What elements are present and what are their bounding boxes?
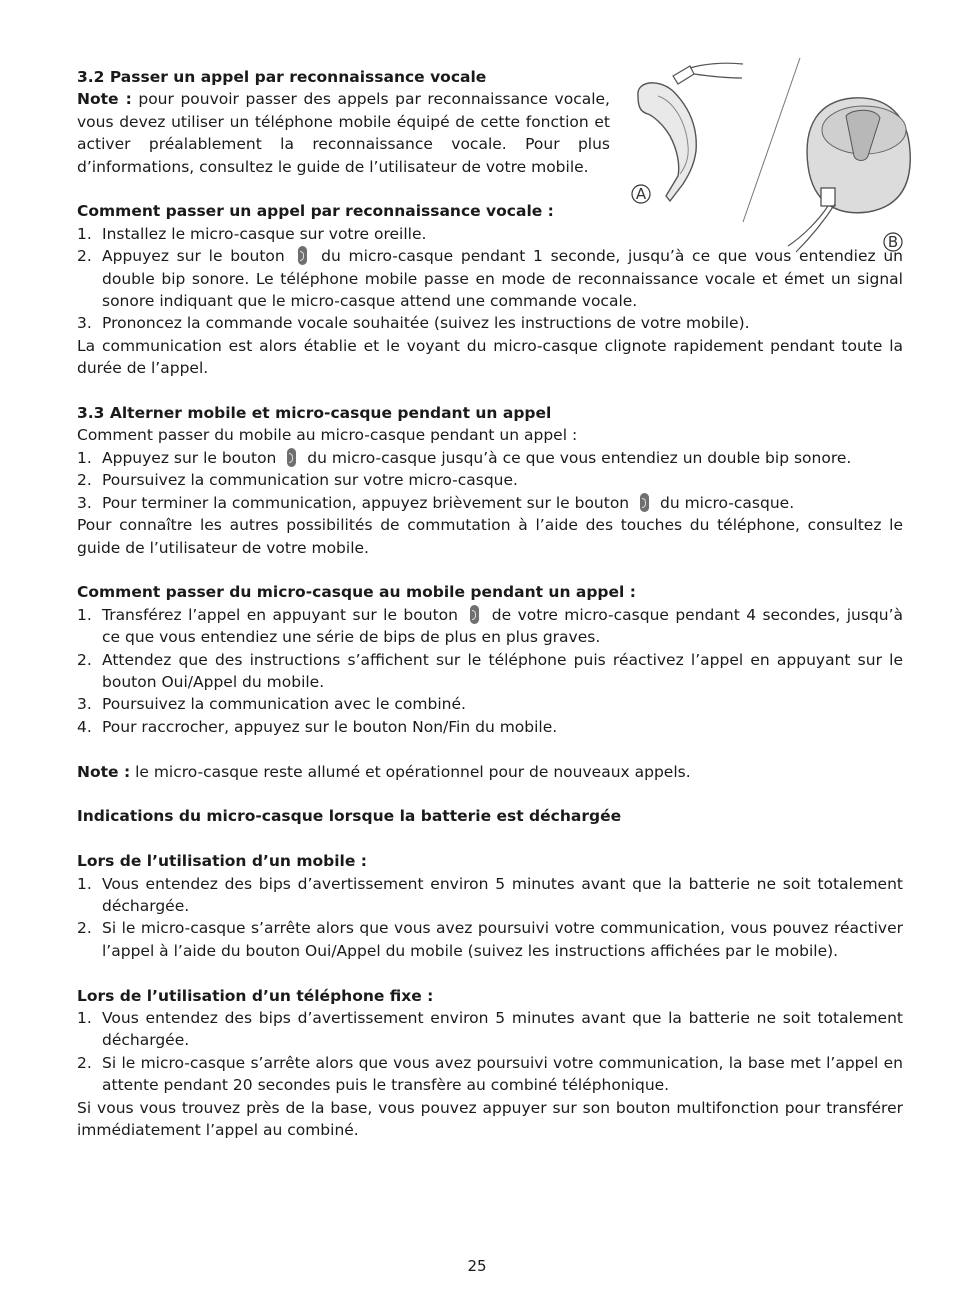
list-item: 2. Si le micro-casque s’arrête alors que vous avez poursuivi votre communication, vous pouvez réactiver l’appel à l’aide du bouton Oui/Appel du mobile (suivez les instructions affichées par le mobile).: [77, 919, 903, 960]
battery-after: Si vous vous trouvez près de la base, vous pouvez appuyer sur son bouton multifonction pour transférer immédiatement l’appel au combiné.: [77, 1098, 903, 1139]
headset-button-icon: [287, 448, 296, 467]
note-label: Note :: [77, 90, 132, 109]
battery-fixe-title: Lors de l’utilisation d’un téléphone fixe :: [77, 986, 434, 1005]
figure-label-b: B: [887, 233, 899, 251]
transfer-steps: [77, 604, 903, 738]
list-item: 1. Vous entendez des bips d’avertissement environ 5 minutes avant que la batterie ne soit totalement déchargée.: [77, 874, 903, 915]
section-3-3-title: 3.3 Alterner mobile et micro-casque pendant un appel: [77, 404, 552, 423]
section-3-2-title: 3.2 Passer un appel par reconnaissance vocale: [77, 68, 487, 86]
section-3-3-after: Pour connaître les autres possibilités de commutation à l’aide des touches du téléphone, consultez le guide de l’utilisateur de votre mobile.: [77, 516, 903, 557]
note-text: pour pouvoir passer des appels par reconnaissance vocale, vous devez utiliser un téléphone mobile équipé de cette fonction et activer préalablement la reconnaissance vocale. Pour plus d’informations, consultez le guide de l’utilisateur de votre mobile.: [77, 90, 610, 176]
list-item: 1. Vous entendez des bips d’avertissement environ 5 minutes avant que la batterie ne soit totalement déchargée.: [77, 1008, 903, 1050]
list-item: 1. Appuyez sur le bouton du micro-casque jusqu’à ce que vous entendiez un double bip sonore.: [77, 448, 852, 467]
page-content: [77, 66, 903, 1141]
voice-call-steps: [77, 223, 903, 335]
switch-to-headset-steps: [77, 447, 903, 514]
list-item: 3. Pour terminer la communication, appuyez brièvement sur le bouton du micro-casque.: [77, 493, 795, 512]
battery-fixe-steps: [77, 1007, 903, 1097]
battery-mobile-title: Lors de l’utilisation d’un mobile :: [77, 852, 367, 871]
voice-call-after: La communication est alors établie et le voyant du micro-casque clignote rapidement pendant toute la durée de l’appel.: [77, 336, 903, 378]
list-item: 2. Appuyez sur le bouton du micro-casque pendant 1 seconde, jusqu’à ce que vous entendiez un double bip sonore. Le téléphone mobile passe en mode de reconnaissance vocale et émet un signal sonore indiquant que le micro-casque attend une commande vocale.: [77, 247, 903, 311]
transfer-note: [77, 761, 903, 783]
page-number: 25: [467, 1257, 487, 1275]
headset-button-icon: [470, 605, 479, 624]
note-label: Note :: [77, 762, 131, 781]
headset-button-icon: [298, 246, 307, 265]
list-item: 3. Prononcez la commande vocale souhaitée (suivez les instructions de votre mobile).: [77, 314, 750, 333]
battery-title: Indications du micro-casque lorsque la batterie est déchargée: [77, 807, 622, 826]
list-item: 3. Poursuivez la communication avec le combiné.: [77, 695, 466, 714]
headset-button-icon: [640, 493, 649, 512]
list-item: 4. Pour raccrocher, appuyez sur le bouton Non/Fin du mobile.: [77, 717, 558, 736]
transfer-title: Comment passer du micro-casque au mobile pendant un appel :: [77, 583, 636, 602]
list-item: 2. Poursuivez la communication sur votre micro-casque.: [77, 471, 518, 490]
list-item: 2. Si le micro-casque s’arrête alors que vous avez poursuivi votre communication, la base met l’appel en attente pendant 20 secondes puis le transfère au combiné téléphonique.: [77, 1053, 903, 1095]
note-text: le micro-casque reste allumé et opérationnel pour de nouveaux appels.: [130, 762, 691, 781]
section-3-2-note: [77, 88, 610, 178]
figure-label-a: A: [635, 185, 647, 203]
battery-mobile-steps: [77, 873, 903, 963]
voice-call-howto-title: Comment passer un appel par reconnaissance vocale :: [77, 202, 554, 221]
list-item: 1. Installez le micro-casque sur votre oreille.: [77, 224, 427, 243]
list-item: 2. Attendez que des instructions s’affichent sur le téléphone puis réactivez l’appel en appuyant sur le bouton Oui/Appel du mobile.: [77, 650, 903, 691]
section-3-3-intro: Comment passer du mobile au micro-casque pendant un appel :: [77, 426, 578, 445]
list-item: 1. Transférez l’appel en appuyant sur le bouton de votre micro-casque pendant 4 secondes, jusqu’à ce que vous entendiez une série de bips de plus en plus graves.: [77, 605, 903, 647]
